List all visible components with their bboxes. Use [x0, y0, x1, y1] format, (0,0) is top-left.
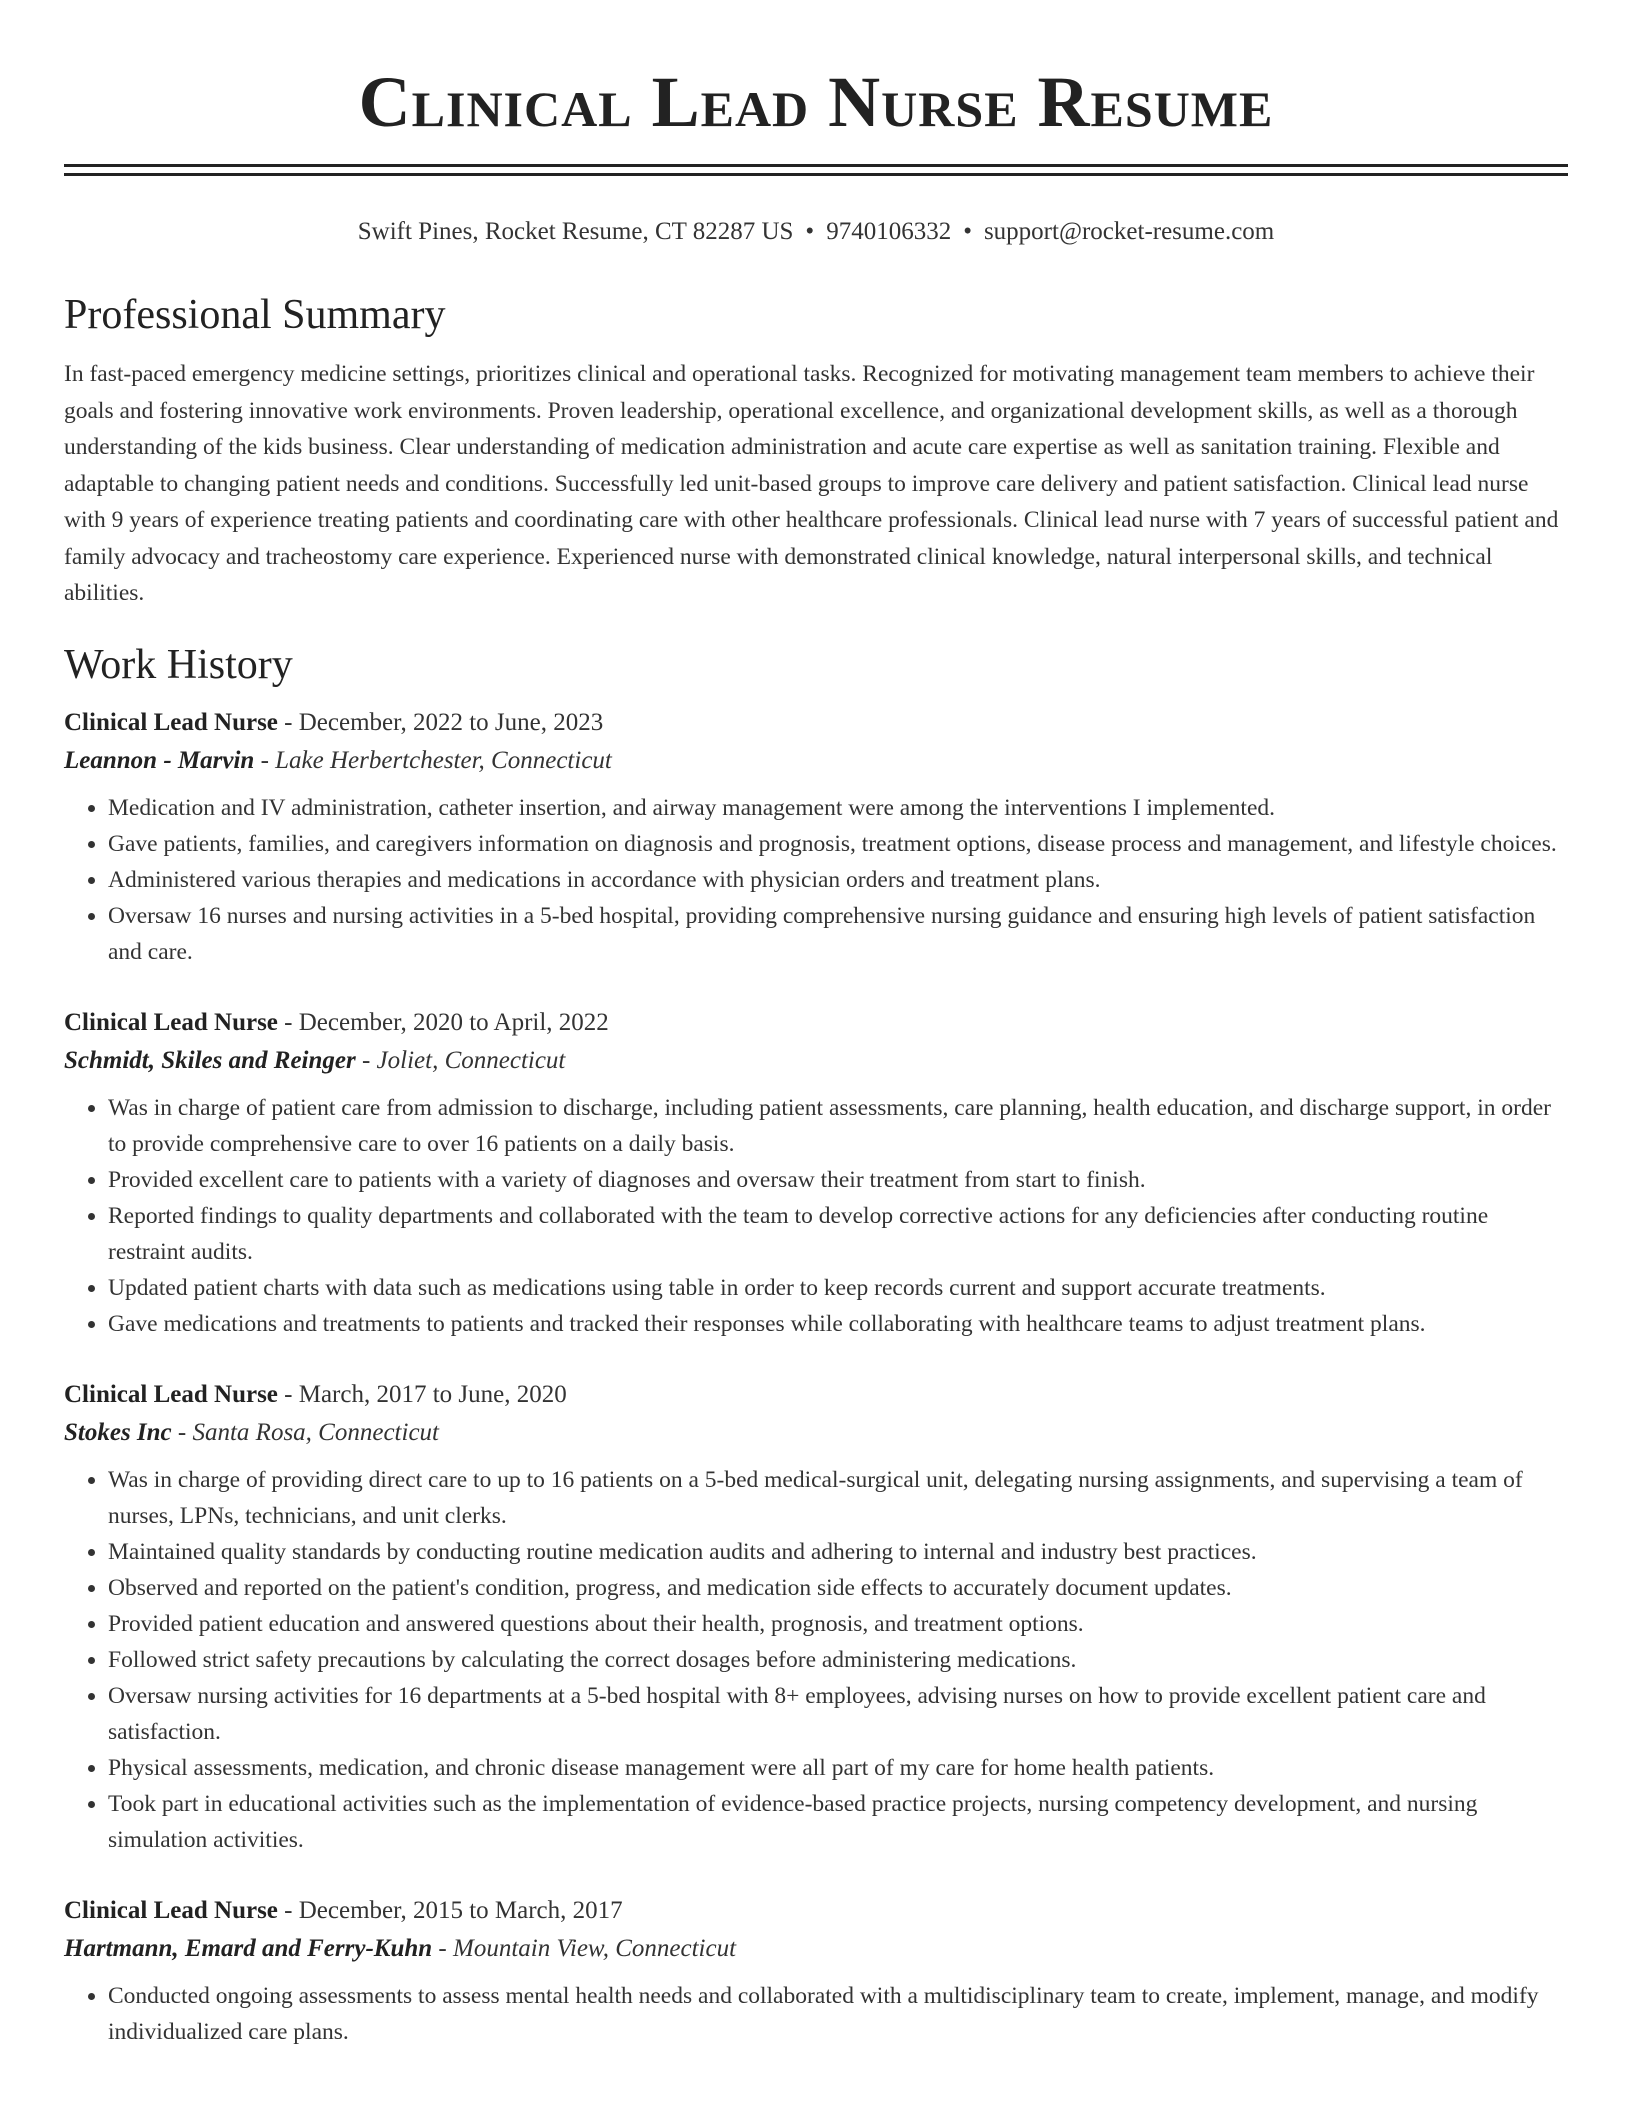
company-line	[64, 1930, 1568, 1968]
list-item: • Oversaw nursing activities for 16 departments at a 5-bed hospital with 8+ employees, advising nurses on how to provide excellent patient care and satisfaction.	[108, 1678, 1568, 1750]
contact-line	[64, 216, 1568, 248]
company-location: Santa Rosa, Connecticut	[192, 1418, 439, 1446]
job-bullets	[64, 1978, 1568, 2050]
list-item: • Was in charge of providing direct care to up to 16 patients on a 5-bed medical-surgical unit, delegating nursing assignments, and supervising a team of nurses, LPNs, technicians, and unit clerks.	[108, 1462, 1568, 1534]
job-dates: December, 2015 to March, 2017	[298, 1896, 623, 1924]
job-dash: -	[277, 1896, 299, 1924]
job-dash: -	[277, 708, 299, 736]
contact-email: support@rocket-resume.com	[983, 218, 1275, 245]
contact-address: Swift Pines, Rocket Resume, CT 82287 US	[357, 218, 794, 245]
list-item: • Gave patients, families, and caregivers information on diagnosis and prognosis, treatment options, disease process and management, and lifestyle choices.	[108, 826, 1568, 862]
job-dates: December, 2020 to April, 2022	[298, 1008, 609, 1036]
job-title-line	[64, 1892, 1568, 1930]
list-item: • Physical assessments, medication, and chronic disease management were all part of my care for home health patients.	[108, 1750, 1568, 1786]
list-item: • Updated patient charts with data such as medications using table in order to keep records current and support accurate treatments.	[108, 1270, 1568, 1306]
list-item: • Was in charge of patient care from admission to discharge, including patient assessments, care planning, health education, and discharge support, in order to provide comprehensive care to over 16 patients on a daily basis.	[108, 1090, 1568, 1162]
list-item: • Provided patient education and answered questions about their health, prognosis, and treatment options.	[108, 1606, 1568, 1642]
job-title: Clinical Lead Nurse	[64, 708, 278, 736]
job-dash: -	[277, 1008, 299, 1036]
contact-phone: 9740106332	[826, 218, 952, 245]
list-item: • Provided excellent care to patients with a variety of diagnoses and oversaw their treatment from start to finish.	[108, 1162, 1568, 1198]
job-title: Clinical Lead Nurse	[64, 1008, 278, 1036]
company-dash: -	[432, 1934, 453, 1962]
company-line	[64, 742, 1568, 780]
list-item: • Gave medications and treatments to patients and tracked their responses while collaborating with healthcare teams to adjust treatment plans.	[108, 1306, 1568, 1342]
company-name: Hartmann, Emard and Ferry-Kuhn	[64, 1934, 433, 1962]
company-name: Leannon - Marvin	[64, 746, 255, 774]
job-title-line	[64, 704, 1568, 742]
job-dash: -	[277, 1380, 299, 1408]
list-item: • Observed and reported on the patient's condition, progress, and medication side effects to accurately document updates.	[108, 1570, 1568, 1606]
job-title-line	[64, 1376, 1568, 1414]
contact-separator: •	[805, 218, 815, 245]
job-title: Clinical Lead Nurse	[64, 1380, 278, 1408]
list-item: • Maintained quality standards by conducting routine medication audits and adhering to internal and industry best practices.	[108, 1534, 1568, 1570]
company-dash: -	[171, 1418, 193, 1446]
list-item: • Oversaw 16 nurses and nursing activities in a 5-bed hospital, providing comprehensive nursing guidance and ensuring high levels of patient satisfaction and care.	[108, 898, 1568, 970]
job-title: Clinical Lead Nurse	[64, 1896, 278, 1924]
list-item: • Administered various therapies and medications in accordance with physician orders and treatment plans.	[108, 862, 1568, 898]
company-line	[64, 1042, 1568, 1080]
job-entry	[64, 1892, 1568, 2050]
summary-text: In fast-paced emergency medicine settings, prioritizes clinical and operational tasks. Recognized for motivating management team members to achieve their goals and fostering innovative work environments. Proven leadership, operational excellence, and organizational development skills, as well as a thorough understanding of the kids business. Clear understanding of medication administration and acute care expertise as well as sanitation training. Flexible and adaptable to changing patient needs and conditions. Successfully led unit-based groups to improve care delivery and patient satisfaction. Clinical lead nurse with 9 years of experience treating patients and coordinating care with other healthcare professionals. Clinical lead nurse with 7 years of successful patient and family advocacy and tracheostomy care experience. Experienced nurse with demonstrated clinical knowledge, natural interpersonal skills, and technical abilities.	[64, 361, 1559, 606]
list-item: • Took part in educational activities such as the implementation of evidence-based practice projects, nursing competency development, and nursing simulation activities.	[108, 1786, 1568, 1858]
job-bullets	[64, 1090, 1568, 1342]
company-location: Lake Herbertchester, Connecticut	[275, 746, 612, 774]
company-name: Stokes Inc	[64, 1418, 172, 1446]
job-dates: December, 2022 to June, 2023	[298, 708, 604, 736]
company-dash: -	[355, 1046, 377, 1074]
job-bullets	[64, 790, 1568, 970]
company-location: Joliet, Connecticut	[376, 1046, 566, 1074]
title-divider	[64, 164, 1568, 176]
job-entry	[64, 1004, 1568, 1342]
section-heading-work-history: Work History	[64, 641, 293, 688]
company-line	[64, 1414, 1568, 1452]
company-name: Schmidt, Skiles and Reinger	[64, 1046, 356, 1074]
company-dash: -	[254, 746, 276, 774]
list-item: • Reported findings to quality departments and collaborated with the team to develop corrective actions for any deficiencies after conducting routine restraint audits.	[108, 1198, 1568, 1270]
list-item: • Followed strict safety precautions by calculating the correct dosages before administering medications.	[108, 1642, 1568, 1678]
contact-separator: •	[963, 218, 972, 245]
list-item: • Conducted ongoing assessments to assess mental health needs and collaborated with a multidisciplinary team to create, implement, manage, and modify individualized care plans.	[108, 1978, 1568, 2050]
job-bullets	[64, 1462, 1568, 1858]
resume-title: Clinical Lead Nurse Resume	[358, 62, 1274, 142]
job-dates: March, 2017 to June, 2020	[298, 1380, 567, 1408]
list-item: • Medication and IV administration, catheter insertion, and airway management were among the interventions I implemented.	[108, 790, 1568, 826]
section-heading-summary: Professional Summary	[64, 292, 446, 338]
job-title-line	[64, 1004, 1568, 1042]
job-entry	[64, 1376, 1568, 1858]
job-entry	[64, 704, 1568, 970]
company-location: Mountain View, Connecticut	[453, 1934, 737, 1962]
